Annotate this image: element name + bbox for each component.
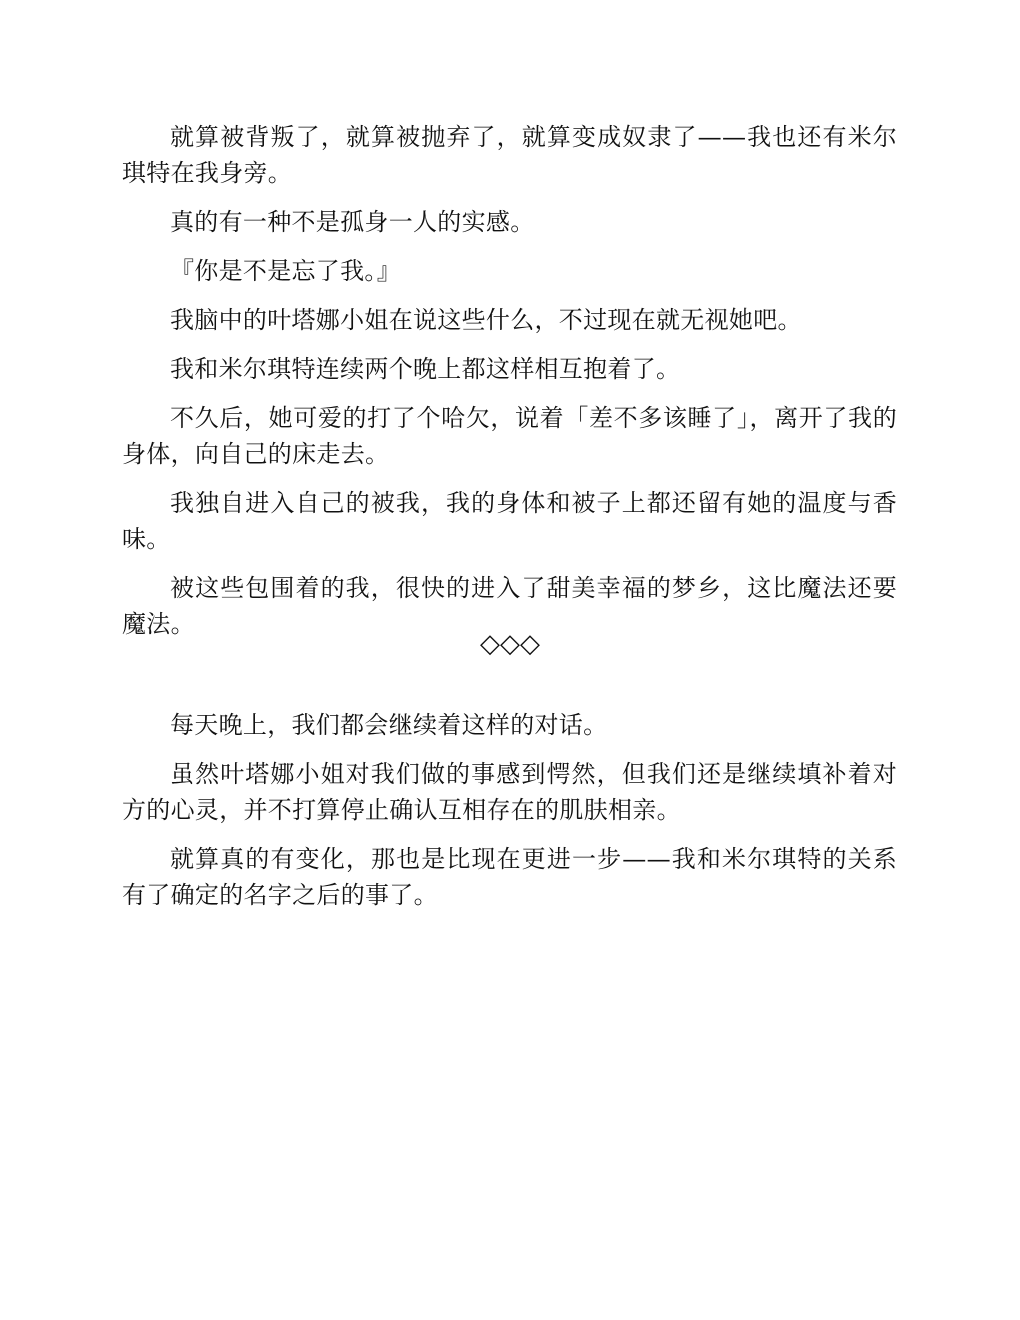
paragraph: 虽然叶塔娜小姐对我们做的事感到愕然，但我们还是继续填补着对方的心灵，并不打算停止确认互相存在的肌肤相亲。 [122,760,897,824]
paragraph: 我脑中的叶塔娜小姐在说这些什么，不过现在就无视她吧。 [170,306,802,334]
paragraph: 我独自进入自己的被我，我的身体和被子上都还留有她的温度与香味。 [122,489,897,553]
section-one [122,119,897,655]
paragraph: 就算被背叛了，就算被抛弃了，就算变成奴隶了——我也还有米尔琪特在我身旁。 [122,123,897,187]
paragraph: 『你是不是忘了我。』 [170,257,401,285]
paragraph: 真的有一种不是孤身一人的实感。 [170,208,535,236]
paragraph: 每天晚上，我们都会继续着这样的对话。 [170,711,608,739]
paragraph: 不久后，她可爱的打了个哈欠，说着「差不多该睡了」，离开了我的身体，向自己的床走去。 [122,404,897,468]
paragraph: 我和米尔琪特连续两个晚上都这样相互抱着了。 [170,355,681,383]
scene-separator: ◇◇◇ [480,629,540,659]
section-two [122,707,897,926]
paragraph: 被这些包围着的我，很快的进入了甜美幸福的梦乡，这比魔法还要魔法。 [122,574,897,638]
paragraph: 就算真的有变化，那也是比现在更进一步——我和米尔琪特的关系有了确定的名字之后的事了。 [122,845,897,909]
